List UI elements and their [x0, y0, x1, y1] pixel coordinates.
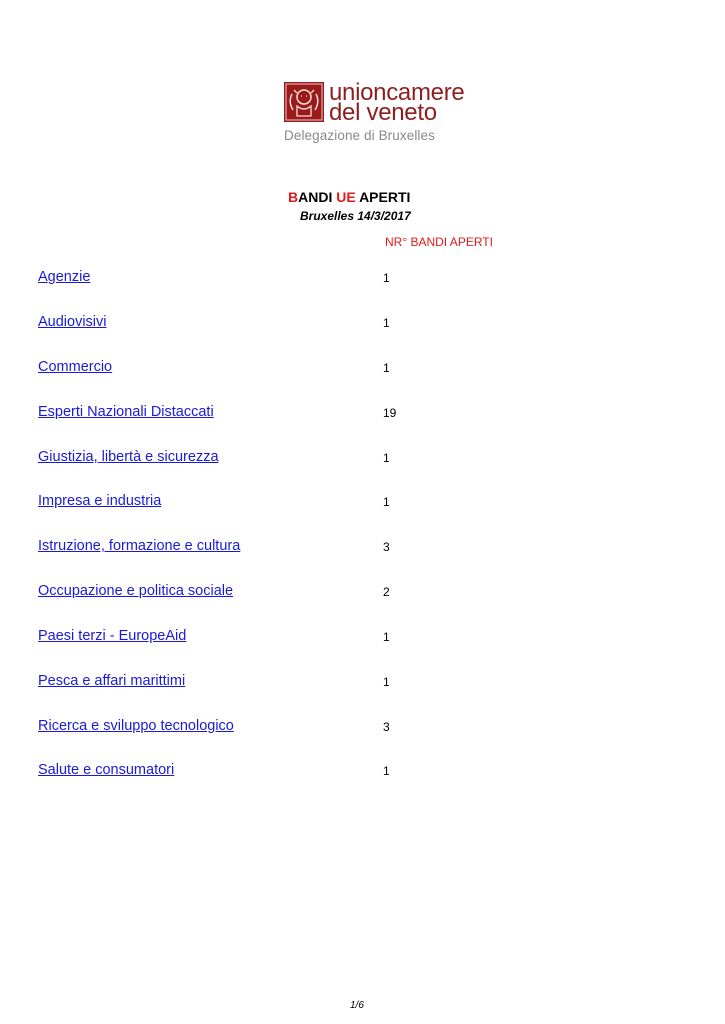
list-item	[0, 359, 725, 383]
list-item	[0, 449, 725, 473]
category-link[interactable]: Audiovisivi	[38, 314, 107, 330]
page-title	[288, 189, 410, 205]
list-item	[0, 718, 725, 742]
logo-wordmark-line2: del veneto	[329, 99, 437, 126]
open-calls-count: 3	[383, 720, 390, 734]
logo-subtitle: Delegazione di Bruxelles	[284, 128, 435, 143]
column-header-count: NR° BANDI APERTI	[385, 235, 493, 249]
category-link[interactable]: Occupazione e politica sociale	[38, 583, 234, 599]
open-calls-count: 1	[383, 361, 390, 375]
open-calls-count: 2	[383, 585, 390, 599]
lion-of-st-mark-icon	[284, 82, 324, 122]
open-calls-count: 1	[383, 271, 390, 285]
list-item	[0, 314, 725, 338]
category-link[interactable]: Pesca e affari marittimi	[38, 673, 186, 689]
open-calls-count: 1	[383, 495, 390, 509]
open-calls-count: 3	[383, 540, 390, 554]
category-link[interactable]: Commercio	[38, 359, 113, 375]
open-calls-count: 1	[383, 316, 390, 330]
list-item	[0, 583, 725, 607]
document-date: Bruxelles 14/3/2017	[300, 209, 411, 223]
page-number: 1/6	[350, 1000, 364, 1011]
category-link[interactable]: Salute e consumatori	[38, 762, 175, 778]
open-calls-count: 1	[383, 764, 390, 778]
open-calls-count: 1	[383, 451, 390, 465]
title-ue: UE	[336, 189, 356, 205]
title-andi: ANDI	[298, 189, 337, 205]
open-calls-count: 1	[383, 675, 390, 689]
list-item	[0, 762, 725, 786]
list-item	[0, 628, 725, 652]
logo-wordmark-line1: unioncamere	[329, 79, 465, 106]
list-item	[0, 404, 725, 428]
list-item	[0, 673, 725, 697]
category-link[interactable]: Esperti Nazionali Distaccati	[38, 404, 214, 420]
category-link[interactable]: Ricerca e sviluppo tecnologico	[38, 718, 234, 734]
title-aperti: APERTI	[355, 189, 411, 205]
list-item	[0, 269, 725, 293]
title-letter-b: B	[288, 189, 299, 205]
open-calls-count: 1	[383, 630, 390, 644]
category-link[interactable]: Giustizia, libertà e sicurezza	[38, 449, 219, 465]
category-link[interactable]: Paesi terzi - EuropeAid	[38, 628, 187, 644]
category-link[interactable]: Istruzione, formazione e cultura	[38, 538, 241, 554]
list-item	[0, 538, 725, 562]
list-item	[0, 493, 725, 517]
open-calls-count: 19	[383, 406, 397, 420]
category-link[interactable]: Agenzie	[38, 269, 91, 285]
logo	[284, 79, 484, 148]
category-link[interactable]: Impresa e industria	[38, 493, 162, 509]
